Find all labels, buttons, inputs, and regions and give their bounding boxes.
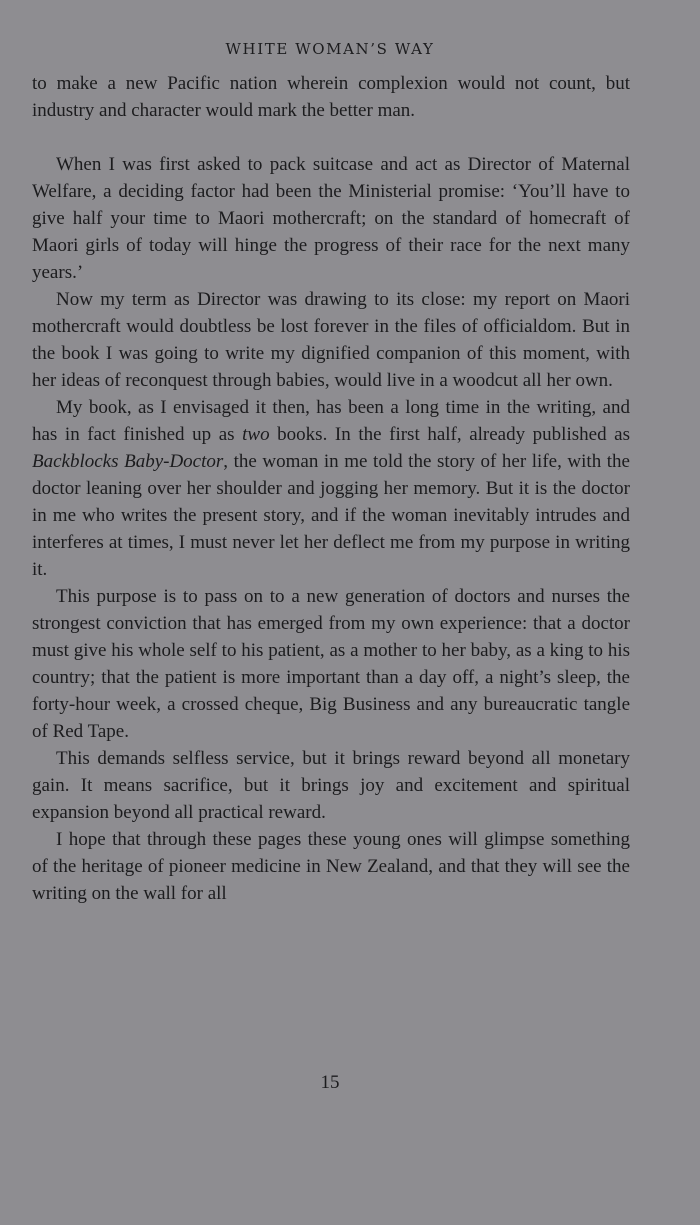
emphasis-two: two (242, 424, 270, 445)
paragraph-purpose: This purpose is to pass on to a new generation of doctors and nurses the strongest conviction that has emerged from my own experience: that a doctor must give his whole self to his patient, as a mother to her baby, as a king to his country; that the patient is more important than a day off, a night’s sleep, the forty-hour week, a crossed cheque, Big Business and any bureaucratic tangle of Red Tape. (32, 586, 630, 742)
paragraph-director-appointment: When I was first asked to pack suitcase and act as Director of Maternal Welfare, a deciding factor had been the Ministerial promise: ‘You’ll have to give half your time to Maori mothercraft; on the standard of homecraft of Maori girls of today will hinge the progress of their race for the next many years.’ (32, 154, 630, 283)
book-title-reference: Backblocks Baby-Doctor (32, 451, 224, 472)
page-number: 15 (320, 1072, 340, 1093)
body-text (32, 70, 630, 907)
paragraph-term-closing: Now my term as Director was drawing to its close: my report on Maori mothercraft would doubtless be lost forever in the files of officialdom. But in the book I was going to write my dignified companion of this moment, with her ideas of reconquest through babies, would live in a woodcut all her own. (32, 289, 630, 391)
running-head: WHITE WOMAN’S WAY (225, 40, 435, 58)
paragraph-selfless-service: This demands selfless service, but it brings reward beyond all monetary gain. It means sacrifice, but it brings joy and excitement and spiritual expansion beyond all practical reward. (32, 748, 630, 823)
paragraph-hope: I hope that through these pages these young ones will glimpse something of the heritage of pioneer medicine in New Zealand, and that they will see the writing on the wall for all (32, 829, 630, 904)
paragraph-continued: to make a new Pacific nation wherein complexion would not count, but industry and character would mark the better man. (32, 73, 630, 121)
paragraph-my-book: My book, as I envisaged it then, has been a long time in the writing, and has in fact finished up as two books. In the first half, already published as Backblocks Baby-Doctor, the woman in me told the story of her life, with the doctor leaning over her shoulder and jogging her memory. But it is the doctor in me who writes the present story, and if the woman inevitably intrudes and interferes at times, I must never let her deflect me from my purpose in writing it. (32, 397, 630, 580)
